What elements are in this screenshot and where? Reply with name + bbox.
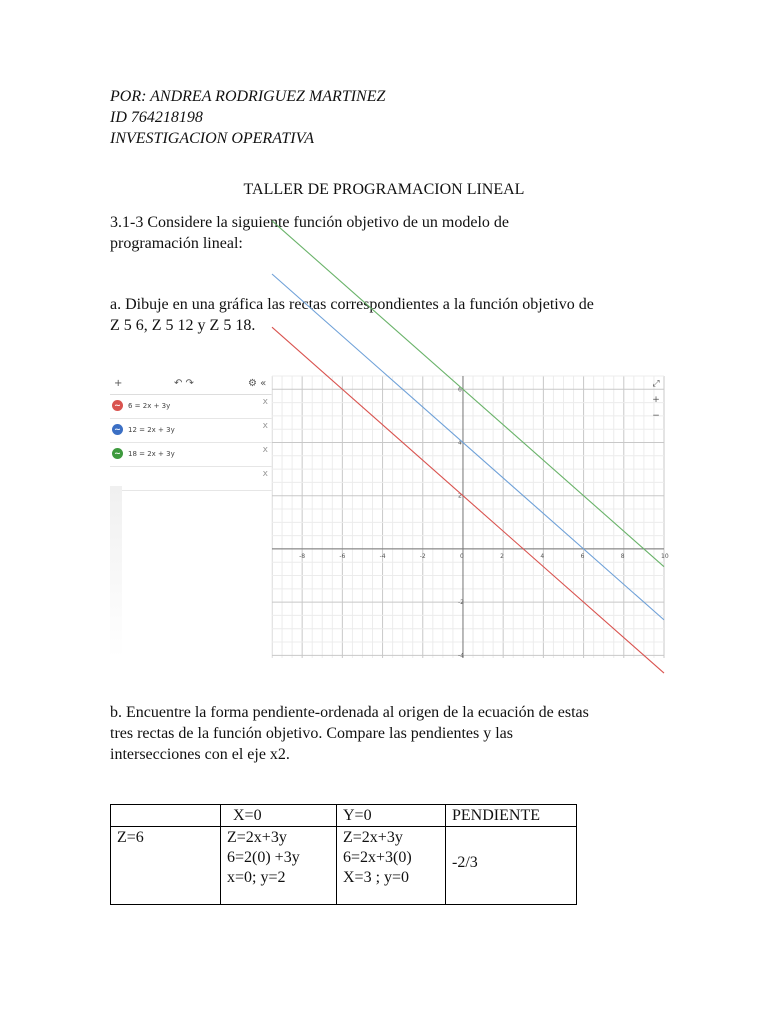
- equation-row-3: [110, 443, 272, 467]
- y-tick-label: 6: [457, 386, 462, 394]
- y-tick-label: -2: [457, 599, 464, 607]
- x-tick-label: -2: [419, 552, 426, 560]
- x-tick-label: 10: [661, 552, 669, 560]
- x0-line: x=0; y=2: [227, 869, 286, 886]
- geogebra-screenshot: [110, 376, 669, 660]
- curve-icon: ~: [112, 400, 123, 411]
- y-tick-label: 2: [457, 492, 462, 500]
- algebra-panel: [110, 376, 273, 658]
- y0-line: 6=2x+3(0): [343, 849, 412, 866]
- table-header-row: [111, 805, 577, 827]
- fullscreen-icon: ⤢: [652, 379, 660, 389]
- row-label: Z=6: [111, 827, 221, 905]
- series-line-3: [272, 221, 664, 567]
- intro-line-1: 3.1-3 Considere la siguiente función objetivo de un modelo de: [110, 214, 510, 231]
- table-row: [111, 827, 577, 905]
- curve-icon: ~: [112, 448, 123, 459]
- close-icon: x: [262, 445, 268, 455]
- equation-label: 12 = 2x + 3y: [128, 426, 175, 434]
- algebra-toolbar: [110, 376, 272, 395]
- zoom-out-icon: −: [652, 411, 660, 421]
- settings-icon: ⚙ «: [248, 378, 267, 389]
- curve-icon: ~: [112, 424, 123, 435]
- undo-redo-icon: ↶ ↷: [174, 378, 194, 389]
- part-b-line-2: tres rectas de la función objetivo. Compare las pendientes y las: [110, 725, 513, 742]
- equation-label: 18 = 2x + 3y: [128, 450, 175, 458]
- document-title: TALLER DE PROGRAMACION LINEAL: [243, 181, 525, 198]
- x-tick-label: 2: [500, 552, 505, 560]
- results-table: [110, 804, 577, 905]
- panel-shadow: [110, 486, 122, 658]
- x0-line: 6=2(0) +3y: [227, 849, 300, 866]
- equation-row-2: [110, 419, 272, 443]
- table-header: [111, 805, 221, 827]
- part-b-line-1: b. Encuentre la forma pendiente-ordenada al origen de la ecuación de estas: [110, 704, 589, 721]
- course-line: INVESTIGACION OPERATIVA: [110, 130, 314, 147]
- id-line: ID 764218198: [110, 109, 203, 126]
- intro-line-2: programación lineal:: [110, 235, 243, 252]
- zoom-in-icon: +: [652, 395, 660, 405]
- table-header: Y=0: [337, 805, 446, 827]
- graphics-tools: [648, 376, 664, 424]
- part-b-line-3: intersecciones con el eje x2.: [110, 746, 290, 763]
- x-tick-label: 6: [580, 552, 585, 560]
- close-icon: x: [262, 469, 268, 479]
- x0-cell: [221, 827, 337, 905]
- x-tick-label: -6: [339, 552, 346, 560]
- table-header: PENDIENTE: [446, 805, 577, 827]
- author-line: POR: ANDREA RODRIGUEZ MARTINEZ: [110, 88, 386, 105]
- y-tick-label: -4: [457, 652, 464, 660]
- close-icon: x: [262, 421, 268, 431]
- y-tick-label: 4: [457, 439, 462, 447]
- slope-value: -2/3: [452, 854, 478, 871]
- slope-cell: [446, 827, 577, 905]
- y0-line: X=3 ; y=0: [343, 869, 410, 886]
- close-icon: x: [262, 397, 268, 407]
- x0-line: Z=2x+3y: [227, 829, 287, 846]
- part-a-line-2: Z 5 6, Z 5 12 y Z 5 18.: [110, 317, 256, 334]
- y0-line: Z=2x+3y: [343, 829, 403, 846]
- function-plot: [272, 376, 669, 660]
- x-tick-label: -4: [379, 552, 386, 560]
- equation-row-empty: [110, 467, 272, 491]
- y0-cell: [337, 827, 446, 905]
- table-header: X=0: [221, 805, 337, 827]
- graphics-view: [272, 376, 669, 660]
- add-icon: +: [114, 378, 123, 389]
- equation-label: 6 = 2x + 3y: [128, 402, 171, 410]
- equation-row-1: [110, 395, 272, 419]
- part-a-line-1: a. Dibuje en una gráfica las rectas correspondientes a la función objetivo de: [110, 296, 594, 313]
- series-line-1: [272, 327, 664, 673]
- x-tick-label: 4: [540, 552, 545, 560]
- x-tick-label: 0: [459, 552, 464, 560]
- x-tick-label: -8: [299, 552, 306, 560]
- x-tick-label: 8: [620, 552, 625, 560]
